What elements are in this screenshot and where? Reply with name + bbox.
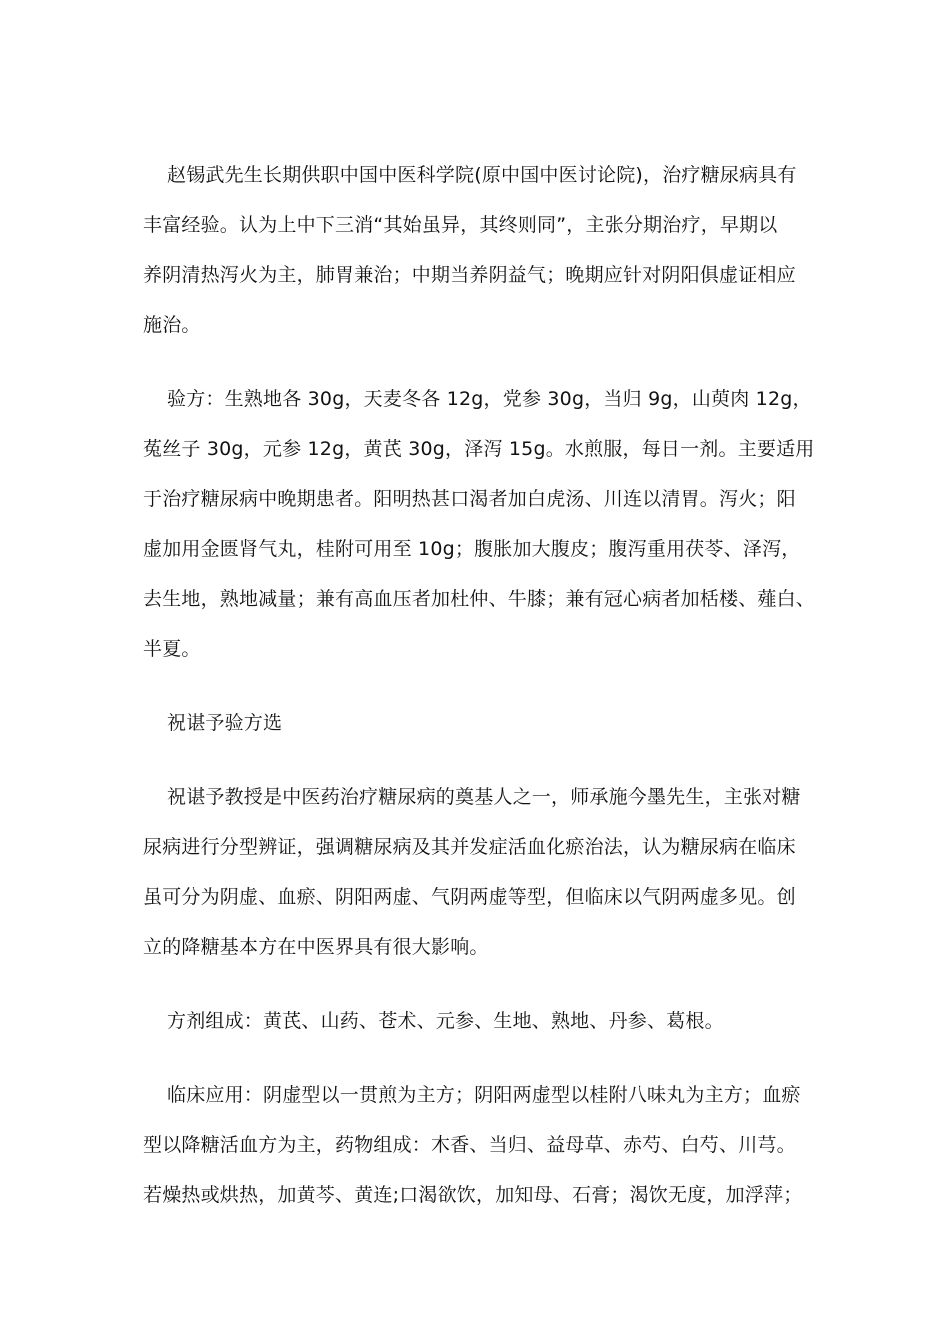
text-line: 丰富经验。认为上中下三消“其始虽异，其终则同”，主张分期治疗，早期以 — [143, 214, 778, 236]
text-line: 去生地，熟地减量；兼有高血压者加杜仲、牛膝；兼有冠心病者加栝楼、薤白、 — [143, 588, 816, 610]
text-line: 验方：生熟地各 30g，天麦冬各 12g，党参 30g，当归 9g，山萸肉 12g， — [167, 388, 812, 410]
text-line: 立的降糖基本方在中医界具有很大影响。 — [143, 936, 489, 958]
text-line: 半夏。 — [143, 638, 201, 660]
text-line: 若燥热或烘热，加黄芩、黄连;口渴欲饮，加知母、石膏；渴饮无度，加浮萍； — [143, 1184, 803, 1206]
text-line: 祝谌予教授是中医药治疗糖尿病的奠基人之一，师承施今墨先生，主张对糖 — [167, 786, 801, 808]
text-line: 方剂组成：黄芪、山药、苍术、元参、生地、熟地、丹参、葛根。 — [167, 1010, 724, 1032]
text-line: 赵锡武先生长期供职中国中医科学院(原中国中医讨论院)，治疗糖尿病具有 — [167, 164, 797, 186]
text-line: 施治。 — [143, 314, 201, 336]
heading-text: 祝谌予验方选 — [167, 712, 283, 734]
text-line: 于治疗糖尿病中晚期患者。阳明热甚口渴者加白虎汤、川连以清胃。泻火；阳 — [143, 488, 796, 510]
text-line: 尿病进行分型辨证，强调糖尿病及其并发症活血化瘀治法，认为糖尿病在临床 — [143, 836, 796, 858]
text-line: 养阴清热泻火为主，肺胃兼治；中期当养阴益气；晚期应针对阴阳俱虚证相应 — [143, 264, 796, 286]
text-line: 虽可分为阴虚、血瘀、阴阳两虚、气阴两虚等型，但临床以气阴两虚多见。创 — [143, 886, 796, 908]
text-line: 虚加用金匮肾气丸，桂附可用至 10g；腹胀加大腹皮；腹泻重用茯苓、泽泻， — [143, 538, 801, 560]
text-line: 型以降糖活血方为主，药物组成：木香、当归、益母草、赤芍、白芍、川芎。 — [143, 1134, 796, 1156]
text-line: 菟丝子 30g，元参 12g，黄芪 30g，泽泻 15g。水煎服，每日一剂。主要适用 — [143, 438, 815, 460]
text-line: 临床应用：阴虚型以一贯煎为主方；阴阳两虚型以桂附八味丸为主方；血瘀 — [167, 1084, 801, 1106]
